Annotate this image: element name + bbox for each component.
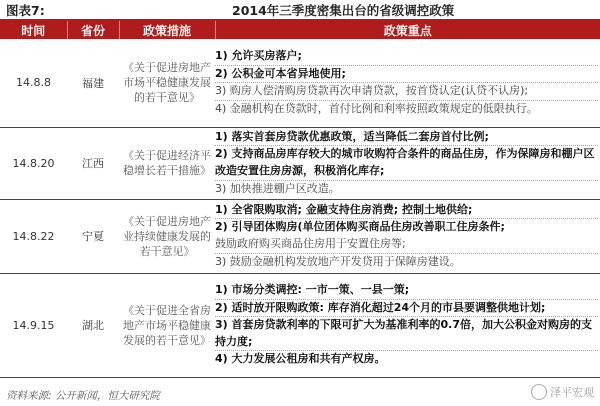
key-point: 2) 公积金可本省异地使用; bbox=[215, 65, 598, 83]
row-policy: 《关于促进房地产市场平稳健康发展的若干意见》 bbox=[119, 39, 215, 127]
key-point: 3) 首套房贷款利率的下限可扩大为基准利率的0.7倍，加大公积金对购房的支持力度; bbox=[215, 316, 598, 350]
wechat-icon bbox=[531, 384, 547, 400]
table-row bbox=[0, 39, 600, 127]
key-point: 3) 购房人偿清购房贷款再次申请贷款，按首贷认定(认贷不认房); bbox=[215, 82, 598, 100]
policy-table bbox=[0, 21, 600, 378]
key-point: 1) 市场分类调控: 一市一策、一县一策; bbox=[215, 283, 410, 297]
key-point: 2) 支持商品房库存较大的城市收购符合条件的商品住房，作为保障房和棚户区改造安置住房房源，积极消化库存; bbox=[215, 145, 598, 179]
row-time: 14.9.15 bbox=[0, 273, 67, 377]
watermark-text: 泽平宏观 bbox=[550, 386, 594, 399]
key-point: 1) 落实首套房贷款优惠政策，适当降低二套房首付比例; bbox=[215, 129, 489, 143]
row-province: 江西 bbox=[67, 127, 119, 199]
row-policy: 《关于促进房地产业持续健康发展的若干意见》 bbox=[119, 199, 215, 273]
table-header-row bbox=[0, 21, 600, 39]
header-time: 时间 bbox=[0, 21, 67, 39]
table-row bbox=[0, 199, 600, 273]
key-point: 4) 大力发展公租房和共有产权房。 bbox=[215, 350, 598, 368]
key-point: 3) 鼓励金融机构发放地产开发贷用于保障房建设。 bbox=[215, 253, 598, 271]
header-key-points: 政策重点 bbox=[215, 21, 600, 39]
row-key-points bbox=[215, 39, 600, 127]
key-point: 鼓励政府购买商品住房用于安置住房等; bbox=[215, 237, 406, 250]
key-point: 2) 引导团体购房(单位团体购买商品住房改善职工住房条件; bbox=[215, 218, 598, 236]
key-point: 3) 加快推进棚户区改造。 bbox=[215, 180, 598, 198]
row-key-points bbox=[215, 127, 600, 199]
row-time: 14.8.8 bbox=[0, 39, 67, 127]
row-province: 福建 bbox=[67, 39, 119, 127]
row-policy: 《关于促进经济平稳增长若干措施》 bbox=[119, 127, 215, 199]
row-key-points bbox=[215, 199, 600, 273]
row-key-points bbox=[215, 273, 600, 377]
row-province: 湖北 bbox=[67, 273, 119, 377]
watermark bbox=[531, 384, 594, 400]
key-point: 1) 允许买房落户; bbox=[215, 49, 302, 63]
figure-title-bar bbox=[0, 0, 600, 21]
key-point: 1) 全省限购取消; 金融支持住房消费; 控制土地供给; bbox=[215, 202, 473, 216]
key-point: 2) 适时放开限购政策: 库存消化超过24个月的市县要调整供地计划; bbox=[215, 299, 598, 317]
row-time: 14.8.20 bbox=[0, 127, 67, 199]
row-time: 14.8.22 bbox=[0, 199, 67, 273]
row-policy: 《关于促进全省房地产市场平稳健康发展的若干意见》 bbox=[119, 273, 215, 377]
figure-label: 图表7: bbox=[6, 3, 45, 18]
figure-title: 2014年三季度密集出台的省级调控政策 bbox=[232, 3, 455, 18]
row-province: 宁夏 bbox=[67, 199, 119, 273]
table-row bbox=[0, 127, 600, 199]
table-row bbox=[0, 273, 600, 377]
key-point: 4) 金融机构在贷款时，首付比例和利率按照政策规定的低限执行。 bbox=[215, 100, 598, 118]
header-policy: 政策措施 bbox=[119, 21, 215, 39]
header-province: 省份 bbox=[67, 21, 119, 39]
source-note: 资料来源: 公开新闻，恒大研究院 bbox=[6, 390, 160, 402]
